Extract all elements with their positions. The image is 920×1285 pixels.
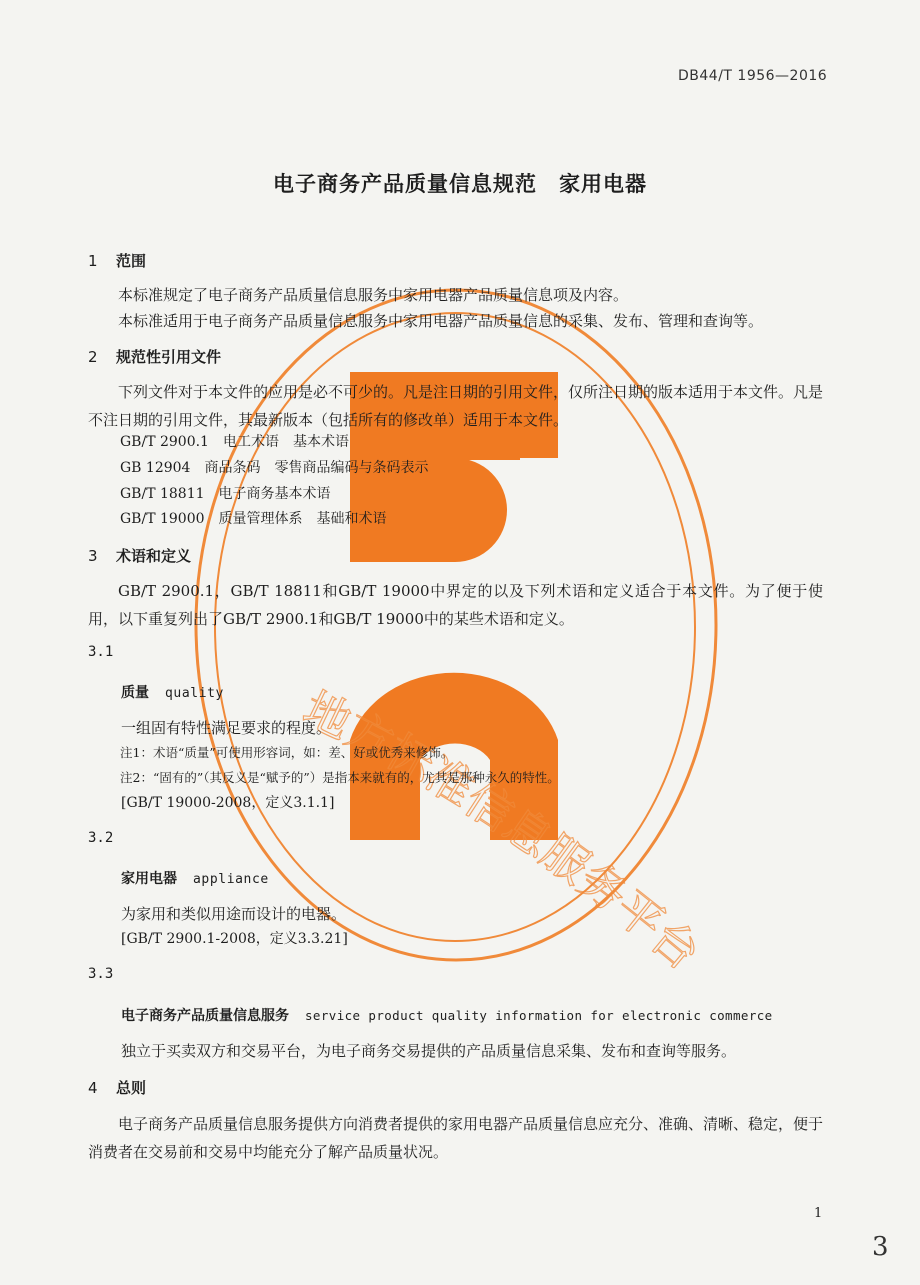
term-source: [GB/T 2900.1-2008，定义3.3.21]	[121, 931, 348, 947]
term-definition: 一组固有特性满足要求的程度。	[121, 719, 332, 737]
term-source: [GB/T 19000-2008，定义3.1.1]	[121, 795, 335, 811]
term-chinese: 质量	[121, 685, 149, 701]
reference-item: GB/T 19000 质量管理体系 基础和术语	[120, 511, 387, 527]
term-chinese: 家用电器	[121, 871, 177, 887]
term-english: quality	[165, 686, 224, 701]
section-heading-2: 2 规范性引用文件	[88, 348, 222, 366]
section-1-para-2: 本标准适用于电子商务产品质量信息服务中家用电器产品质量信息的采集、发布、管理和查询等。	[118, 312, 764, 330]
section-heading-1: 1 范围	[88, 252, 147, 270]
term-definition: 独立于买卖双方和交易平台，为电子商务交易提供的产品质量信息采集、发布和查询等服务。	[121, 1042, 737, 1060]
term-entry	[121, 868, 269, 888]
term-english: service product quality information for electronic commerce	[305, 1008, 773, 1023]
corner-number: 3	[872, 1232, 889, 1262]
term-english: appliance	[193, 872, 269, 887]
document-code: DB44/T 1956—2016	[678, 68, 828, 84]
reference-item: GB/T 18811 电子商务基本术语	[120, 486, 331, 502]
clause-number: 3.2	[88, 830, 114, 846]
term-note: 注2：“固有的”（其反义是“赋予的”）是指本来就有的，尤其是那种永久的特性。	[120, 770, 560, 785]
section-2-para-1: 下列文件对于本文件的应用是必不可少的。凡是注日期的引用文件，仅所注日期的版本适用于本文件。凡是不注日期的引用文件，其最新版本（包括所有的修改单）适用于本文件。	[88, 383, 824, 429]
reference-item: GB 12904 商品条码 零售商品编码与条码表示	[120, 460, 429, 476]
section-1-para-1: 本标准规定了电子商务产品质量信息服务中家用电器产品质量信息项及内容。	[118, 286, 629, 304]
reference-item: GB/T 2900.1 电工术语 基本术语	[120, 434, 349, 450]
section-4-para-1: 电子商务产品质量信息服务提供方向消费者提供的家用电器产品质量信息应充分、准确、清晰、稳定，便于消费者在交易前和交易中均能充分了解产品质量状况。	[88, 1115, 824, 1161]
page-number: 1	[814, 1206, 823, 1221]
term-entry	[121, 682, 224, 702]
stamp-arc-text: 地方标准信息服务平台	[295, 680, 711, 981]
clause-number: 3.3	[88, 966, 114, 982]
term-entry	[121, 1005, 773, 1025]
section-3-para-1: GB/T 2900.1，GB/T 18811和GB/T 19000中界定的以及下列术语和定义适合于本文件。为了便于使用，以下重复列出了GB/T 2900.1和GB/T 19000中的某些术语和定义。	[88, 582, 823, 628]
clause-number: 3.1	[88, 644, 114, 660]
term-chinese: 电子商务产品质量信息服务	[121, 1008, 289, 1024]
document-title: 电子商务产品质量信息规范 家用电器	[273, 172, 647, 196]
term-definition: 为家用和类似用途而设计的电器。	[121, 905, 347, 923]
section-heading-4: 4 总则	[88, 1079, 147, 1097]
section-heading-3: 3 术语和定义	[88, 547, 192, 565]
term-note: 注1：术语“质量”可使用形容词，如：差、好或优秀来修饰。	[120, 745, 454, 760]
